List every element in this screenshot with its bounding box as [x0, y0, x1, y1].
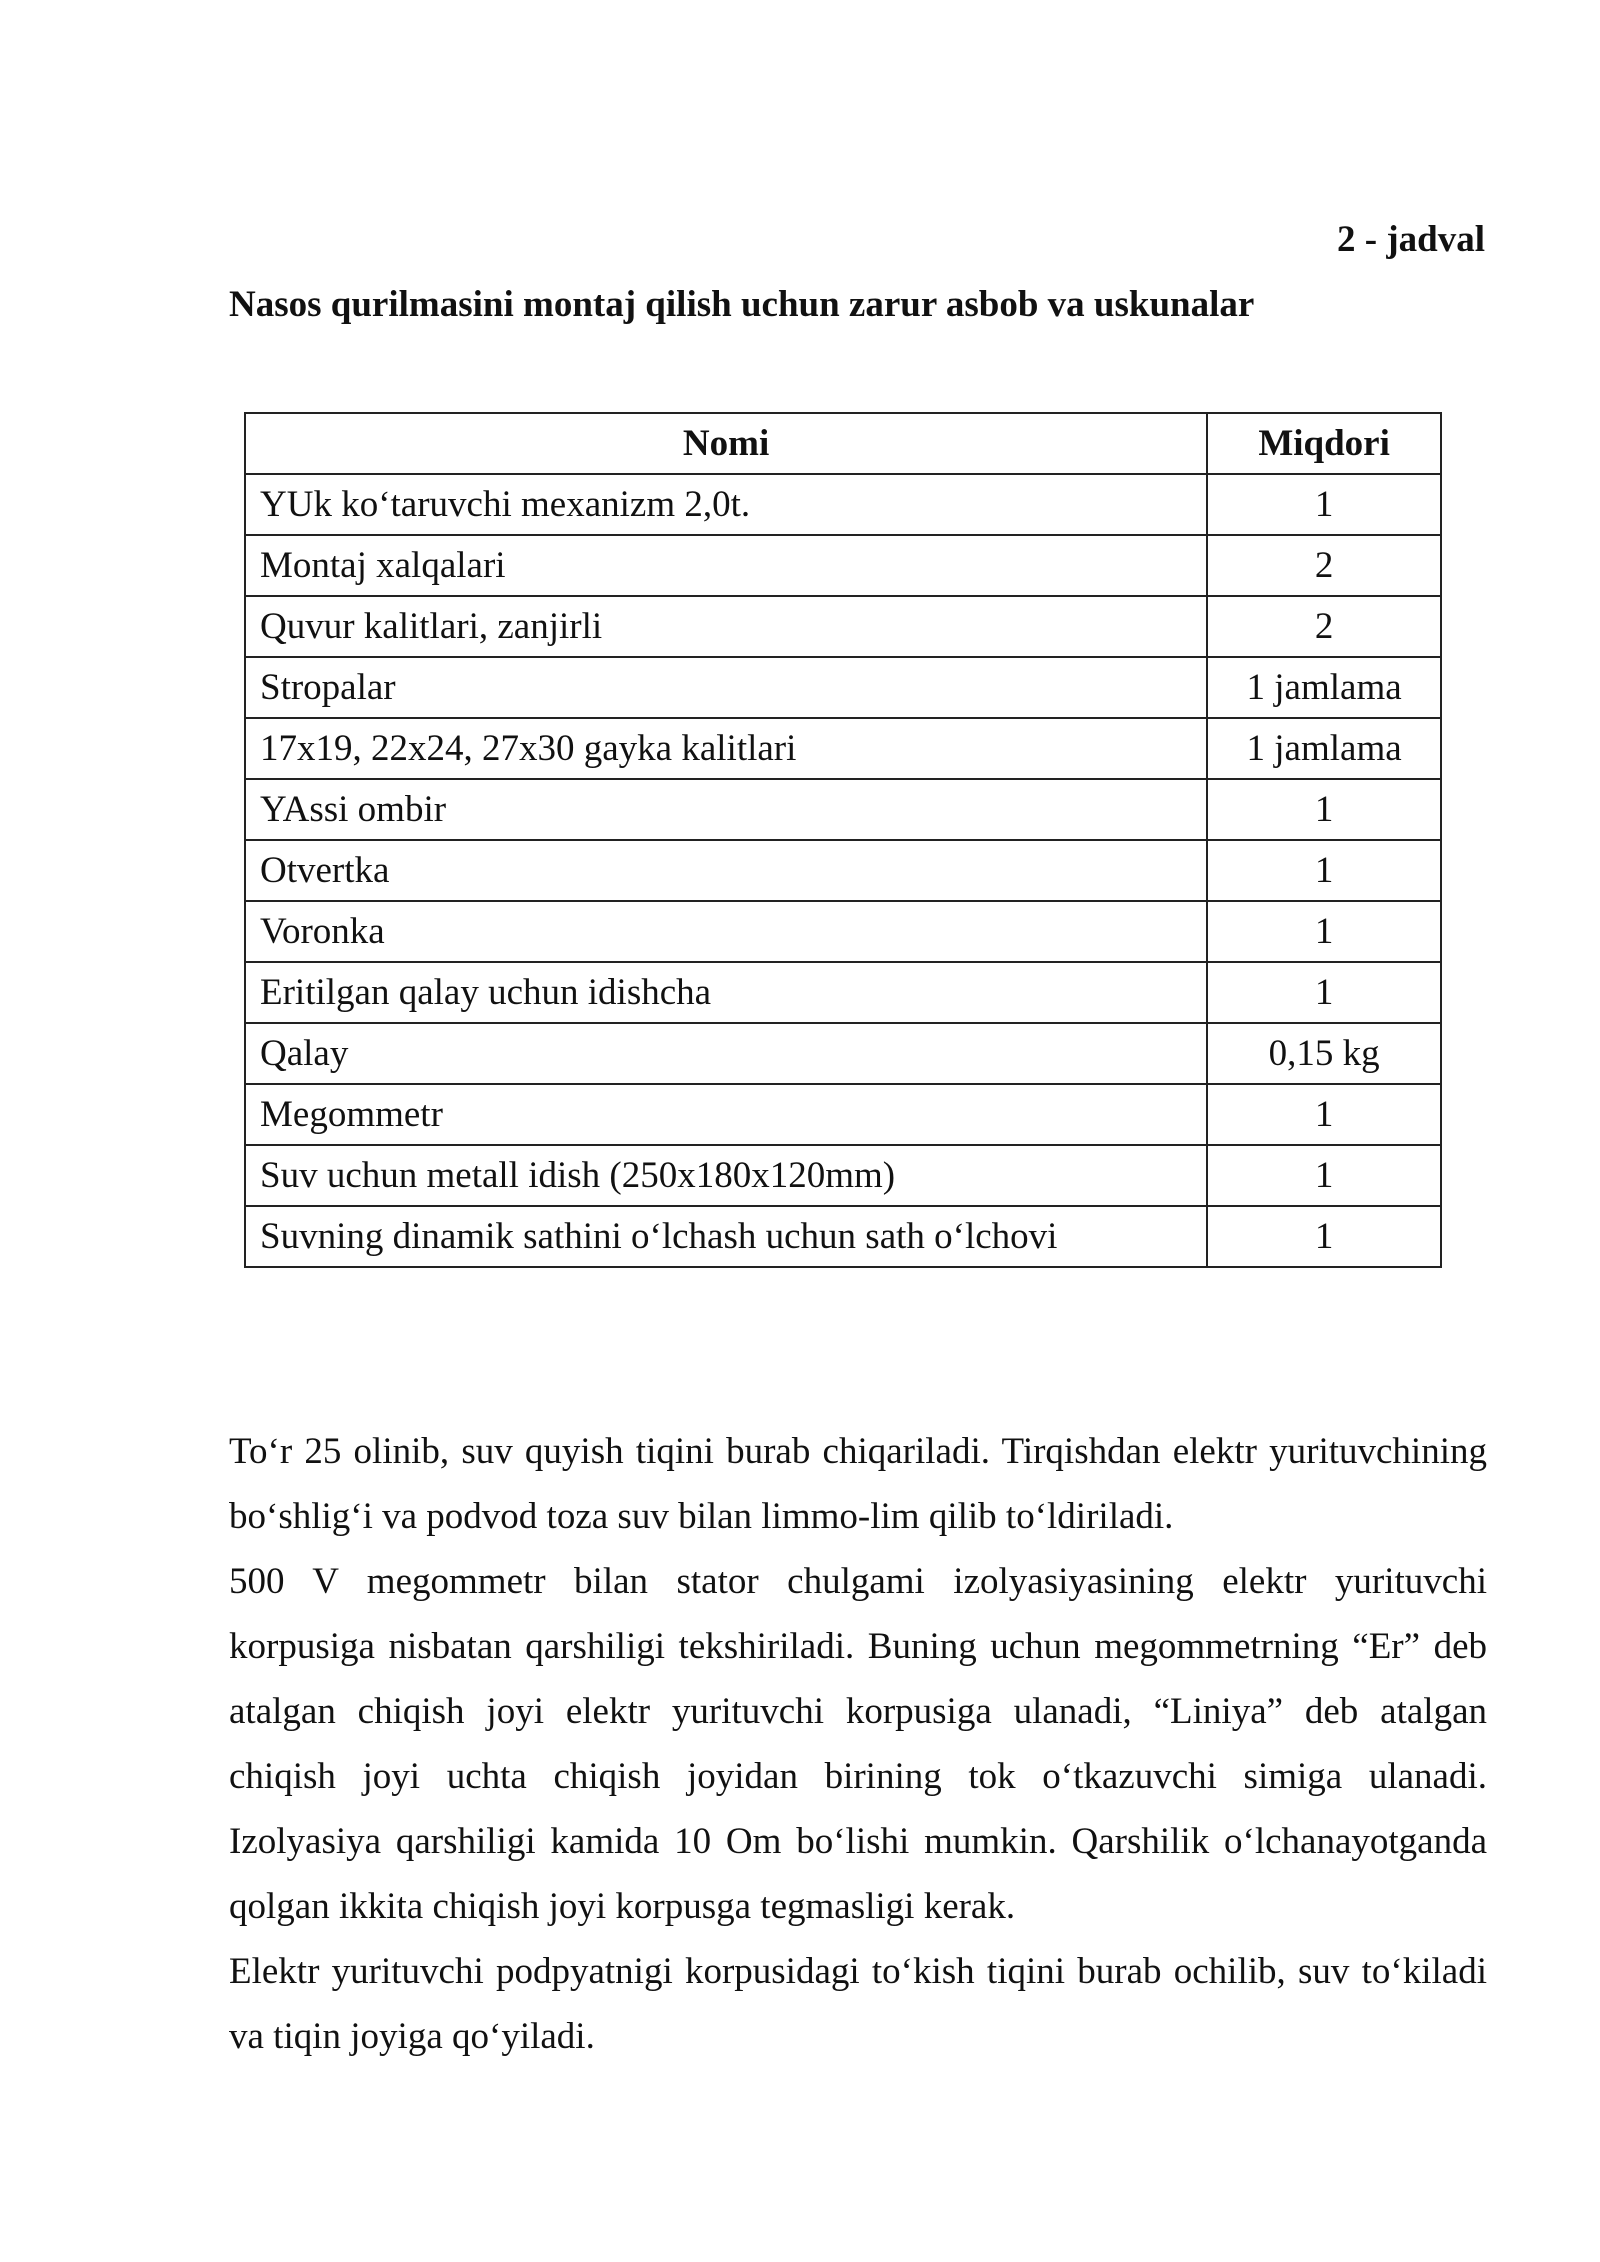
item-name-cell: Montaj xalqalari [245, 535, 1207, 596]
table-row [245, 962, 1441, 1023]
item-quantity-cell: 1 [1207, 840, 1441, 901]
table-row [245, 779, 1441, 840]
table-row [245, 596, 1441, 657]
body-text [229, 1419, 1487, 2069]
table-header-row [245, 413, 1441, 474]
item-quantity-cell: 1 [1207, 474, 1441, 535]
item-quantity-cell: 1 [1207, 901, 1441, 962]
item-name-cell: Voronka [245, 901, 1207, 962]
table-row [245, 1084, 1441, 1145]
table-number-label: 2 - jadval [1337, 219, 1485, 260]
table-row [245, 535, 1441, 596]
item-name-cell: YAssi ombir [245, 779, 1207, 840]
item-quantity-cell: 1 [1207, 1084, 1441, 1145]
item-quantity-cell: 2 [1207, 596, 1441, 657]
item-name-cell: Qalay [245, 1023, 1207, 1084]
item-quantity-cell: 1 [1207, 962, 1441, 1023]
table-body [245, 474, 1441, 1267]
item-name-cell: Stropalar [245, 657, 1207, 718]
item-name-cell: 17x19, 22x24, 27x30 gayka kalitlari [245, 718, 1207, 779]
item-name-cell: Eritilgan qalay uchun idishcha [245, 962, 1207, 1023]
column-header-quantity: Miqdori [1207, 413, 1441, 474]
table-row [245, 1023, 1441, 1084]
item-name-cell: Quvur kalitlari, zanjirli [245, 596, 1207, 657]
table-row [245, 1206, 1441, 1267]
table-title: Nasos qurilmasini montaj qilish uchun zarur asbob va uskunalar [229, 284, 1255, 325]
item-quantity-cell: 1 [1207, 779, 1441, 840]
paragraph: Elektr yurituvchi podpyatnigi korpusidagi toʻkish tiqini burab ochilib, suv toʻkiladi va tiqin joyiga qoʻyiladi. [229, 1951, 1487, 2057]
table-row [245, 657, 1441, 718]
item-quantity-cell: 1 jamlama [1207, 657, 1441, 718]
paragraph: 500 V megommetr bilan stator chulgami izolyasiyasining elektr yurituvchi korpusiga nisbatan qarshiligi tekshiriladi. Buning uchun megommetrning “Er” deb atalgan chiqish joyi elektr yurituvchi korpusiga ulanadi, “Liniya” deb atalgan chiqish joyi uchta chiqish joyidan birining tok oʻtkazuvchi simiga ulanadi. Izolyasiya qarshiligi kamida 10 Om boʻlishi mumkin. Qarshilik oʻlchanayotganda qolgan ikkita chiqish joyi korpusga tegmasligi kerak. [229, 1561, 1487, 1927]
item-quantity-cell: 1 [1207, 1145, 1441, 1206]
item-quantity-cell: 2 [1207, 535, 1441, 596]
item-name-cell: Otvertka [245, 840, 1207, 901]
item-quantity-cell: 0,15 kg [1207, 1023, 1441, 1084]
item-name-cell: Suv uchun metall idish (250x180x120mm) [245, 1145, 1207, 1206]
item-quantity-cell: 1 jamlama [1207, 718, 1441, 779]
item-name-cell: Megommetr [245, 1084, 1207, 1145]
item-name-cell: Suvning dinamik sathini oʻlchash uchun sath oʻlchovi [245, 1206, 1207, 1267]
table-row [245, 718, 1441, 779]
paragraph: Toʻr 25 olinib, suv quyish tiqini burab chiqariladi. Tirqishdan elektr yurituvchining boʻshligʻi va podvod toza suv bilan limmo-lim qilib toʻldiriladi. [229, 1431, 1487, 1537]
table-row [245, 840, 1441, 901]
table-row [245, 901, 1441, 962]
item-quantity-cell: 1 [1207, 1206, 1441, 1267]
tools-table [244, 412, 1442, 1268]
table-row [245, 1145, 1441, 1206]
table-row [245, 474, 1441, 535]
column-header-name: Nomi [245, 413, 1207, 474]
item-name-cell: YUk koʻtaruvchi mexanizm 2,0t. [245, 474, 1207, 535]
